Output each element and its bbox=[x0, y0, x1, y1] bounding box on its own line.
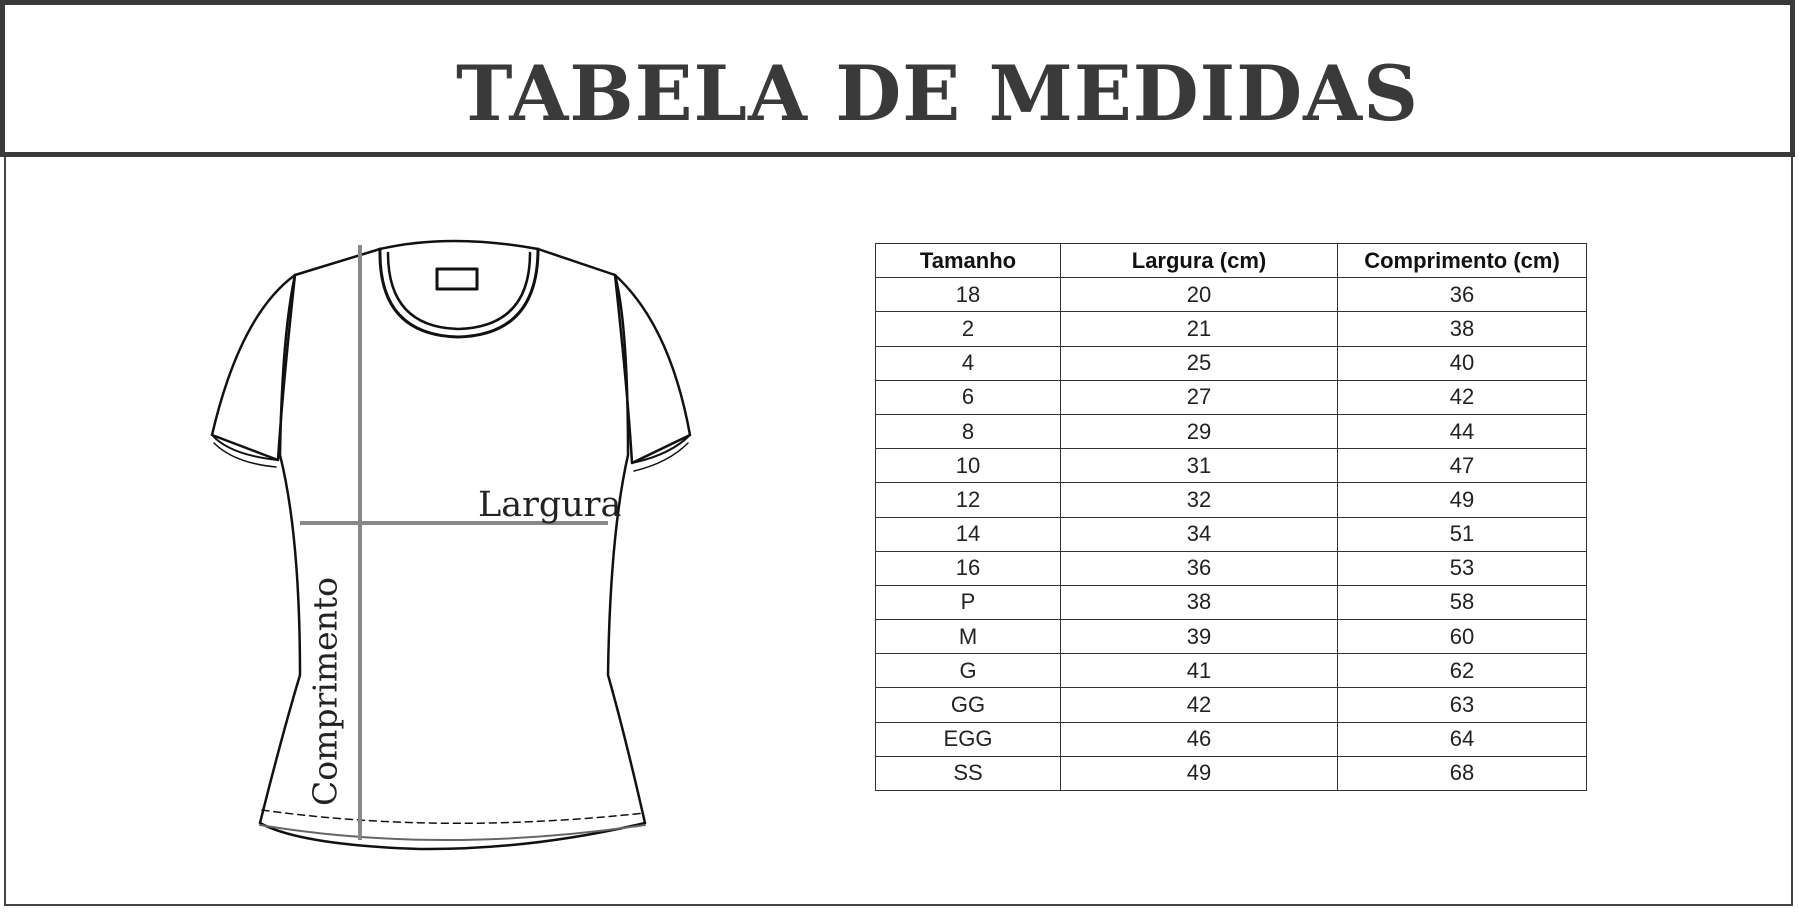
table-row bbox=[876, 414, 1587, 448]
table-cell: 53 bbox=[1338, 551, 1587, 585]
size-table bbox=[875, 243, 1587, 791]
table-row bbox=[876, 620, 1587, 654]
table-cell: 4 bbox=[876, 346, 1061, 380]
table-cell: 2 bbox=[876, 312, 1061, 346]
table-cell: P bbox=[876, 585, 1061, 619]
neck-label bbox=[437, 269, 477, 289]
table-cell: 27 bbox=[1061, 380, 1338, 414]
table-cell: 58 bbox=[1338, 585, 1587, 619]
table-cell: SS bbox=[876, 756, 1061, 790]
width-label: Largura bbox=[478, 485, 622, 525]
table-row bbox=[876, 278, 1587, 312]
table-cell: 18 bbox=[876, 278, 1061, 312]
page-title: TABELA DE MEDIDAS bbox=[456, 49, 1419, 138]
table-cell: 25 bbox=[1061, 346, 1338, 380]
table-cell: 39 bbox=[1061, 620, 1338, 654]
table-row bbox=[876, 722, 1587, 756]
table-cell: 32 bbox=[1061, 483, 1338, 517]
table-row bbox=[876, 483, 1587, 517]
table-cell: 38 bbox=[1338, 312, 1587, 346]
table-row bbox=[876, 449, 1587, 483]
table-cell: 68 bbox=[1338, 756, 1587, 790]
table-cell: 42 bbox=[1061, 688, 1338, 722]
table-cell: 51 bbox=[1338, 517, 1587, 551]
table-cell: 49 bbox=[1338, 483, 1587, 517]
size-table-body bbox=[876, 278, 1587, 791]
table-cell: 40 bbox=[1338, 346, 1587, 380]
table-cell: 47 bbox=[1338, 449, 1587, 483]
table-cell: 8 bbox=[876, 414, 1061, 448]
table-header-row bbox=[876, 244, 1587, 278]
table-row bbox=[876, 346, 1587, 380]
table-cell: M bbox=[876, 620, 1061, 654]
table-cell: 20 bbox=[1061, 278, 1338, 312]
table-cell: 64 bbox=[1338, 722, 1587, 756]
table-cell: 46 bbox=[1061, 722, 1338, 756]
table-cell: 21 bbox=[1061, 312, 1338, 346]
table-row bbox=[876, 517, 1587, 551]
table-cell: 31 bbox=[1061, 449, 1338, 483]
table-cell: 16 bbox=[876, 551, 1061, 585]
table-row bbox=[876, 380, 1587, 414]
table-cell: 41 bbox=[1061, 654, 1338, 688]
table-cell: EGG bbox=[876, 722, 1061, 756]
table-cell: 14 bbox=[876, 517, 1061, 551]
table-row bbox=[876, 551, 1587, 585]
table-cell: 38 bbox=[1061, 585, 1338, 619]
table-row bbox=[876, 312, 1587, 346]
table-row bbox=[876, 654, 1587, 688]
table-cell: 63 bbox=[1338, 688, 1587, 722]
length-label: Comprimento bbox=[305, 576, 345, 807]
table-cell: 49 bbox=[1061, 756, 1338, 790]
table-row bbox=[876, 585, 1587, 619]
column-header: Largura (cm) bbox=[1061, 244, 1338, 278]
table-cell: 60 bbox=[1338, 620, 1587, 654]
table-cell: 12 bbox=[876, 483, 1061, 517]
table-cell: 34 bbox=[1061, 517, 1338, 551]
table-cell: 36 bbox=[1338, 278, 1587, 312]
table-cell: G bbox=[876, 654, 1061, 688]
tshirt-diagram bbox=[200, 235, 720, 860]
table-cell: 36 bbox=[1061, 551, 1338, 585]
column-header: Comprimento (cm) bbox=[1338, 244, 1587, 278]
table-row bbox=[876, 688, 1587, 722]
table-cell: 42 bbox=[1338, 380, 1587, 414]
table-row bbox=[876, 756, 1587, 790]
table-cell: 44 bbox=[1338, 414, 1587, 448]
collar bbox=[380, 249, 538, 337]
table-cell: GG bbox=[876, 688, 1061, 722]
column-header: Tamanho bbox=[876, 244, 1061, 278]
table-cell: 62 bbox=[1338, 654, 1587, 688]
table-cell: 6 bbox=[876, 380, 1061, 414]
table-cell: 10 bbox=[876, 449, 1061, 483]
table-cell: 29 bbox=[1061, 414, 1338, 448]
